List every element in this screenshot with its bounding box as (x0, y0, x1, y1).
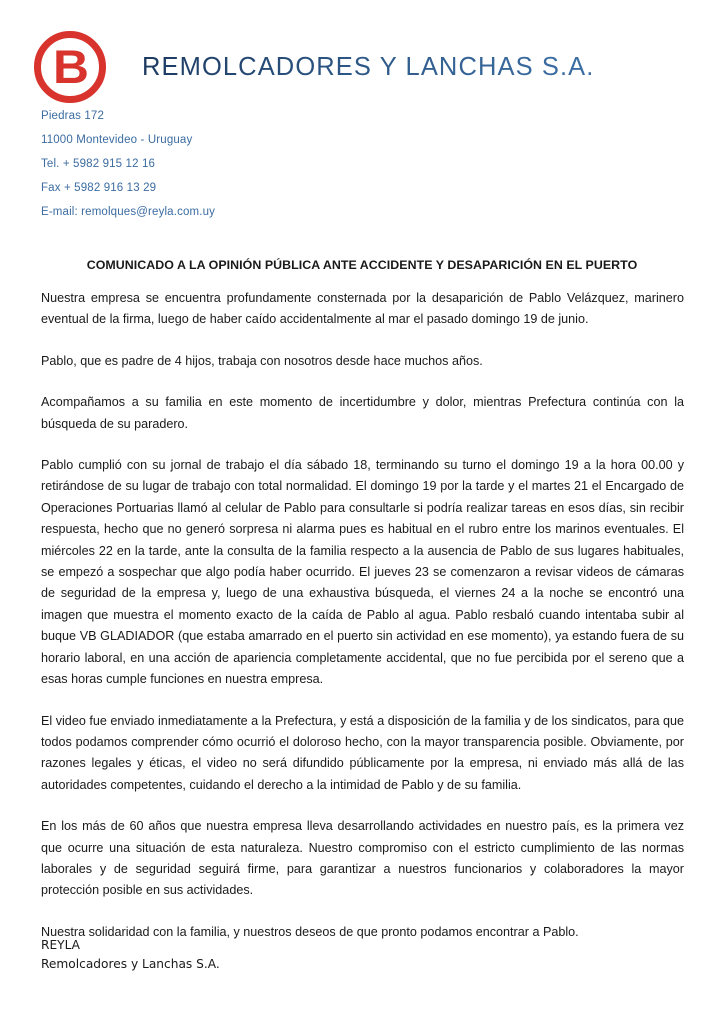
contact-block (41, 104, 215, 224)
paragraph: Pablo cumplió con su jornal de trabajo el día sábado 18, terminando su turno el domingo 19 a la hora 00.00 y retirándose de su lugar de trabajo con total normalidad. El domingo 19 por la tarde y el martes 21 el Encargado de Operaciones Portuarias llamó al celular de Pablo para consultarle si podría realizar tareas en esos días, sin recibir respuesta, hecho que no generó sorpresa ni alarma pues es habitual en el rubro entre los marinos eventuales. El miércoles 22 en la tarde, ante la consulta de la familia respecto a la ausencia de Pablo de sus lugares habituales, se empezó a sospechar que algo podía haber ocurrido. El jueves 23 se comenzaron a revisar videos de cámaras de seguridad de la empresa y, luego de una exhaustiva búsqueda, el viernes 24 a la noche se encontró una imagen que muestra el momento exacto de la caída de Pablo al agua. Pablo resbaló cuando intentaba subir al buque VB GLADIADOR (que estaba amarrado en el puerto sin actividad en ese momento), ya estando fuera de su horario laboral, en una acción de apariencia completamente accidental, que no fue percibida por el sereno que a esas horas cumple funciones en nuestra empresa. (41, 458, 684, 687)
paragraph: Nuestra solidaridad con la familia, y nuestros deseos de que pronto podamos encontrar a Pablo. (41, 924, 579, 939)
contact-email[interactable]: E-mail: remolques@reyla.com.uy (41, 206, 216, 218)
paragraph: Nuestra empresa se encuentra profundamente consternada por la desaparición de Pablo Velázquez, marinero eventual de la firma, luego de haber caído accidentalmente al mar el pasado domingo 19 de junio. (41, 291, 684, 327)
paragraph: Acompañamos a su familia en este momento de incertidumbre y dolor, mientras Prefectura continúa con la búsqueda de su paradero. (41, 395, 684, 431)
letterhead (0, 0, 725, 225)
contact-fax: Fax + 5982 916 13 29 (41, 182, 157, 194)
paragraph: El video fue enviado inmediatamente a la Prefectura, y está a disposición de la familia y de los sindicatos, para que todos podamos comprender cómo ocurrió el doloroso hecho, con la mayor transparencia posible. Obviamente, por razones legales y éticas, el video no será difundido públicamente por la empresa, ni enviado más allá de las autoridades competentes, cuidando el derecho a la intimidad de Pablo y de su familia. (41, 713, 684, 792)
contact-phone: Tel. + 5982 915 12 16 (41, 158, 156, 170)
signature-name: REYLA (41, 938, 81, 952)
contact-address-city: 11000 Montevideo - Uruguay (41, 134, 193, 146)
company-name: REMOLCADORES Y LANCHAS S.A. (142, 52, 595, 81)
company-logo-row (34, 31, 594, 103)
signature-company: Remolcadores y Lanchas S.A. (41, 956, 220, 971)
paragraph: En los más de 60 años que nuestra empresa lleva desarrollando actividades en nuestro país, es la primera vez que ocurre una situación de esta naturaleza. Nuestro compromiso con el estricto cumplimiento de las normas laborales y de seguridad seguirá firme, para garantizar a nuestros funcionarios y colaboradores la mayor protección posible en sus actividades. (41, 819, 684, 898)
logo-letter: B (52, 39, 88, 93)
contact-address-street: Piedras 172 (41, 110, 105, 122)
circled-b-logo-icon (34, 31, 106, 103)
signature-block (41, 936, 220, 973)
page-title: COMUNICADO A LA OPINIÓN PÚBLICA ANTE ACCIDENTE Y DESAPARICIÓN EN EL PUERTO (86, 258, 638, 273)
paragraph: Pablo, que es padre de 4 hijos, trabaja con nosotros desde hace muchos años. (41, 353, 483, 368)
document-body (41, 288, 684, 943)
